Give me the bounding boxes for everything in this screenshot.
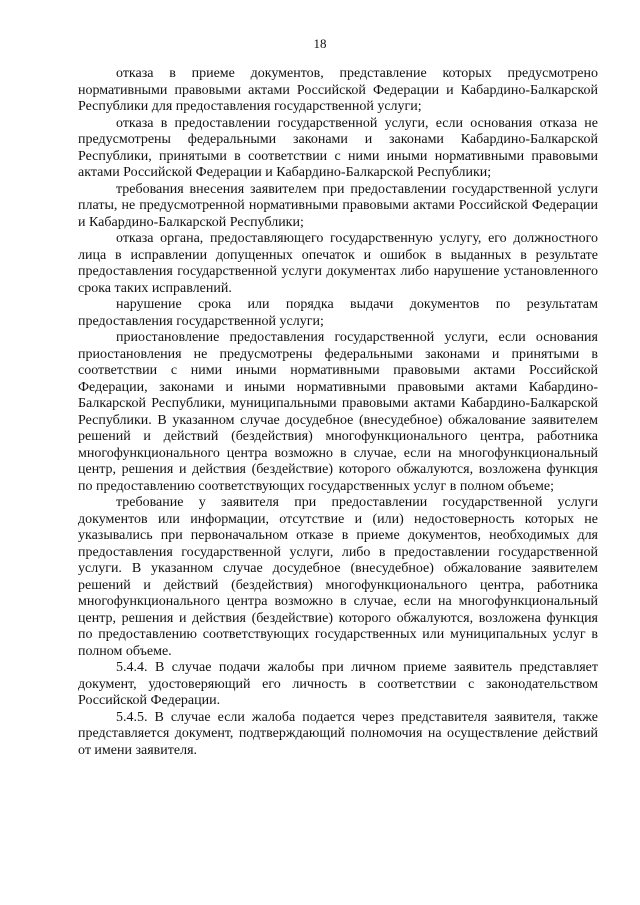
body-text	[78, 66, 598, 759]
paragraph-fee-requirement: требования внесения заявителем при предоставлении государственной услуги платы, не предусмотренной нормативными правовыми актами Российской Федерации и Кабардино-Балкарской Республики;	[78, 181, 598, 230]
page-number: 18	[313, 36, 327, 51]
paragraph-refusal-acceptance: отказа в приеме документов, представление которых предусмотрено нормативными правовыми актами Российской Федерации и Кабардино-Балкарской Республики для предоставления государственной услуги;	[78, 66, 598, 114]
paragraph-refusal-service: отказа в предоставлении государственной услуги, если основания отказа не предусмотрены федеральными законами и законами Кабардино-Балкарской Республики, принятыми в соответствии с ними иными нормативными правовыми актами Российской Федерации и Кабардино-Балкарской Республики;	[78, 115, 598, 180]
paragraph-suspension: приостановление предоставления государственной услуги, если основания приостановления не предусмотрены федеральными законами и принятыми в соответствии с ними иными нормативными правовыми актами Российской Федерации, законами и иными нормативными правовыми актами Кабардино-Балкарской Республики, муниципальными правовыми актами Кабардино-Балкарской Республики. В указанном случае досудебное (внесудебное) обжалование заявителем решений и действий (бездействия) многофункционального центра, работника многофункционального центра возможно в случае, если на многофункциональный центр, решения и действия (бездействие) которого обжалуются, возложена функция по предоставлению соответствующих государственных услуг в полном объеме;	[78, 330, 598, 494]
paragraph-document-requirement: требование у заявителя при предоставлении государственной услуги документов или информации, отсутствие и (или) недостоверность которых не указывались при первоначальном отказе в приеме документов, необходимых для предоставления государственной услуги, либо в предоставлении государственной услуги. В указанном случае досудебное (внесудебное) обжалование заявителем решений и действий (бездействия) многофункционального центра, работника многофункционального центра возможно в случае, если на многофункциональный центр, решения и действия (бездействие) которого обжалуются, возложена функция по предоставлению соответствующих государственных или муниципальных услуг в полном объеме.	[78, 495, 598, 659]
paragraph-correction-refusal: отказа органа, предоставляющего государственную услугу, его должностного лица в исправлении допущенных опечаток и ошибок в выданных в результате предоставления государственной услуги документах либо нарушение установленного срока таких исправлений.	[78, 231, 598, 296]
paragraph-issuance-violation: нарушение срока или порядка выдачи документов по результатам предоставления государственной услуги;	[78, 297, 598, 329]
paragraph-5-4-4: 5.4.4. В случае подачи жалобы при личном приеме заявитель представляет документ, удостоверяющий его личность в соответствии с законодательством Российской Федерации.	[78, 660, 598, 708]
paragraph-5-4-5: 5.4.5. В случае если жалоба подается через представителя заявителя, также представляется документ, подтверждающий полномочия на осуществление действий от имени заявителя.	[78, 709, 598, 758]
